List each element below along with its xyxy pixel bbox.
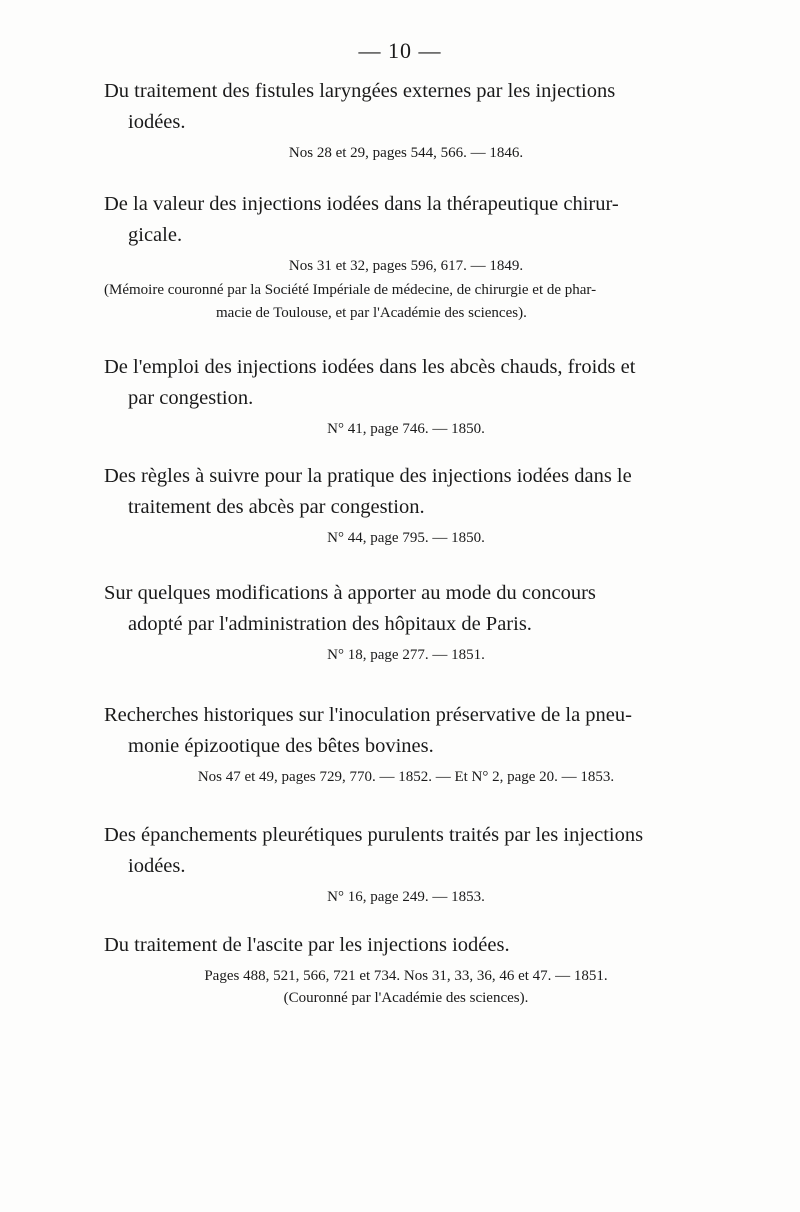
entry-reference: Pages 488, 521, 566, 721 et 734. Nos 31, 33, 36, 46 et 47. — 1851.: [204, 968, 608, 984]
entry-reference: Nos 28 et 29, pages 544, 566. — 1846.: [288, 145, 524, 161]
entry-note-line: (Mémoire couronné par la Société Impériale de médecine, de chirurgie et de phar-: [104, 282, 597, 298]
entry-title-line: Sur quelques modifications à apporter au mode du concours: [104, 582, 596, 604]
entry-title-line: Recherches historiques sur l'inoculation préservative de la pneu-: [104, 704, 632, 726]
entry-title: [104, 930, 708, 961]
entry-title-line: adopté par l'administration des hôpitaux de Paris.: [128, 613, 532, 635]
entry-reference: N° 44, page 795. — 1850.: [327, 530, 485, 546]
entry-title: [104, 700, 708, 762]
entry-title: [104, 461, 708, 523]
bibliography-entry: [104, 461, 708, 549]
entry-reference: N° 41, page 746. — 1850.: [327, 421, 485, 437]
entry-reference: Nos 31 et 32, pages 596, 617. — 1849.: [288, 258, 524, 274]
entry-title-line: Du traitement de l'ascite par les injections iodées.: [104, 934, 510, 956]
entry-title-line: Des épanchements pleurétiques purulents traités par les injections: [104, 824, 644, 846]
entry-title: [104, 189, 708, 251]
bibliography-entry: [104, 76, 708, 164]
entry-title-line: gicale.: [128, 224, 183, 246]
entry-title-line: iodées.: [128, 855, 186, 877]
entry-title-line: Des règles à suivre pour la pratique des injections iodées dans le: [104, 465, 632, 487]
entry-title-line: monie épizootique des bêtes bovines.: [128, 735, 434, 757]
entry-title-line: Du traitement des fistules laryngées externes par les injections: [104, 80, 616, 102]
entry-reference: N° 16, page 249. — 1853.: [327, 889, 485, 905]
entry-title: [104, 352, 708, 414]
bibliography-entry: [104, 930, 708, 1009]
page-number: — 10 —: [358, 38, 442, 63]
bibliography-entry: [104, 820, 708, 908]
bibliography-entry: [104, 189, 708, 325]
entry-title: [104, 578, 708, 640]
bibliography-entry: [104, 700, 708, 788]
entry-title: [104, 820, 708, 882]
entry-title-line: De l'emploi des injections iodées dans les abcès chauds, froids et: [104, 356, 636, 378]
entry-reference: N° 18, page 277. — 1851.: [327, 647, 485, 663]
entry-reference: Nos 47 et 49, pages 729, 770. — 1852. — Et N° 2, page 20. — 1853.: [197, 769, 615, 785]
bibliography-entry: [104, 578, 708, 666]
entry-title-line: iodées.: [128, 111, 186, 133]
entry-title-line: traitement des abcès par congestion.: [128, 496, 425, 518]
entry-note: [104, 279, 708, 325]
entry-title: [104, 76, 708, 138]
entry-title-line: par congestion.: [128, 387, 254, 409]
entry-title-line: De la valeur des injections iodées dans la thérapeutique chirur-: [104, 193, 619, 215]
entry-note-line: macie de Toulouse, et par l'Académie des sciences).: [216, 305, 527, 321]
entry-note: (Couronné par l'Académie des sciences).: [283, 990, 529, 1006]
bibliography-entry: [104, 352, 708, 440]
